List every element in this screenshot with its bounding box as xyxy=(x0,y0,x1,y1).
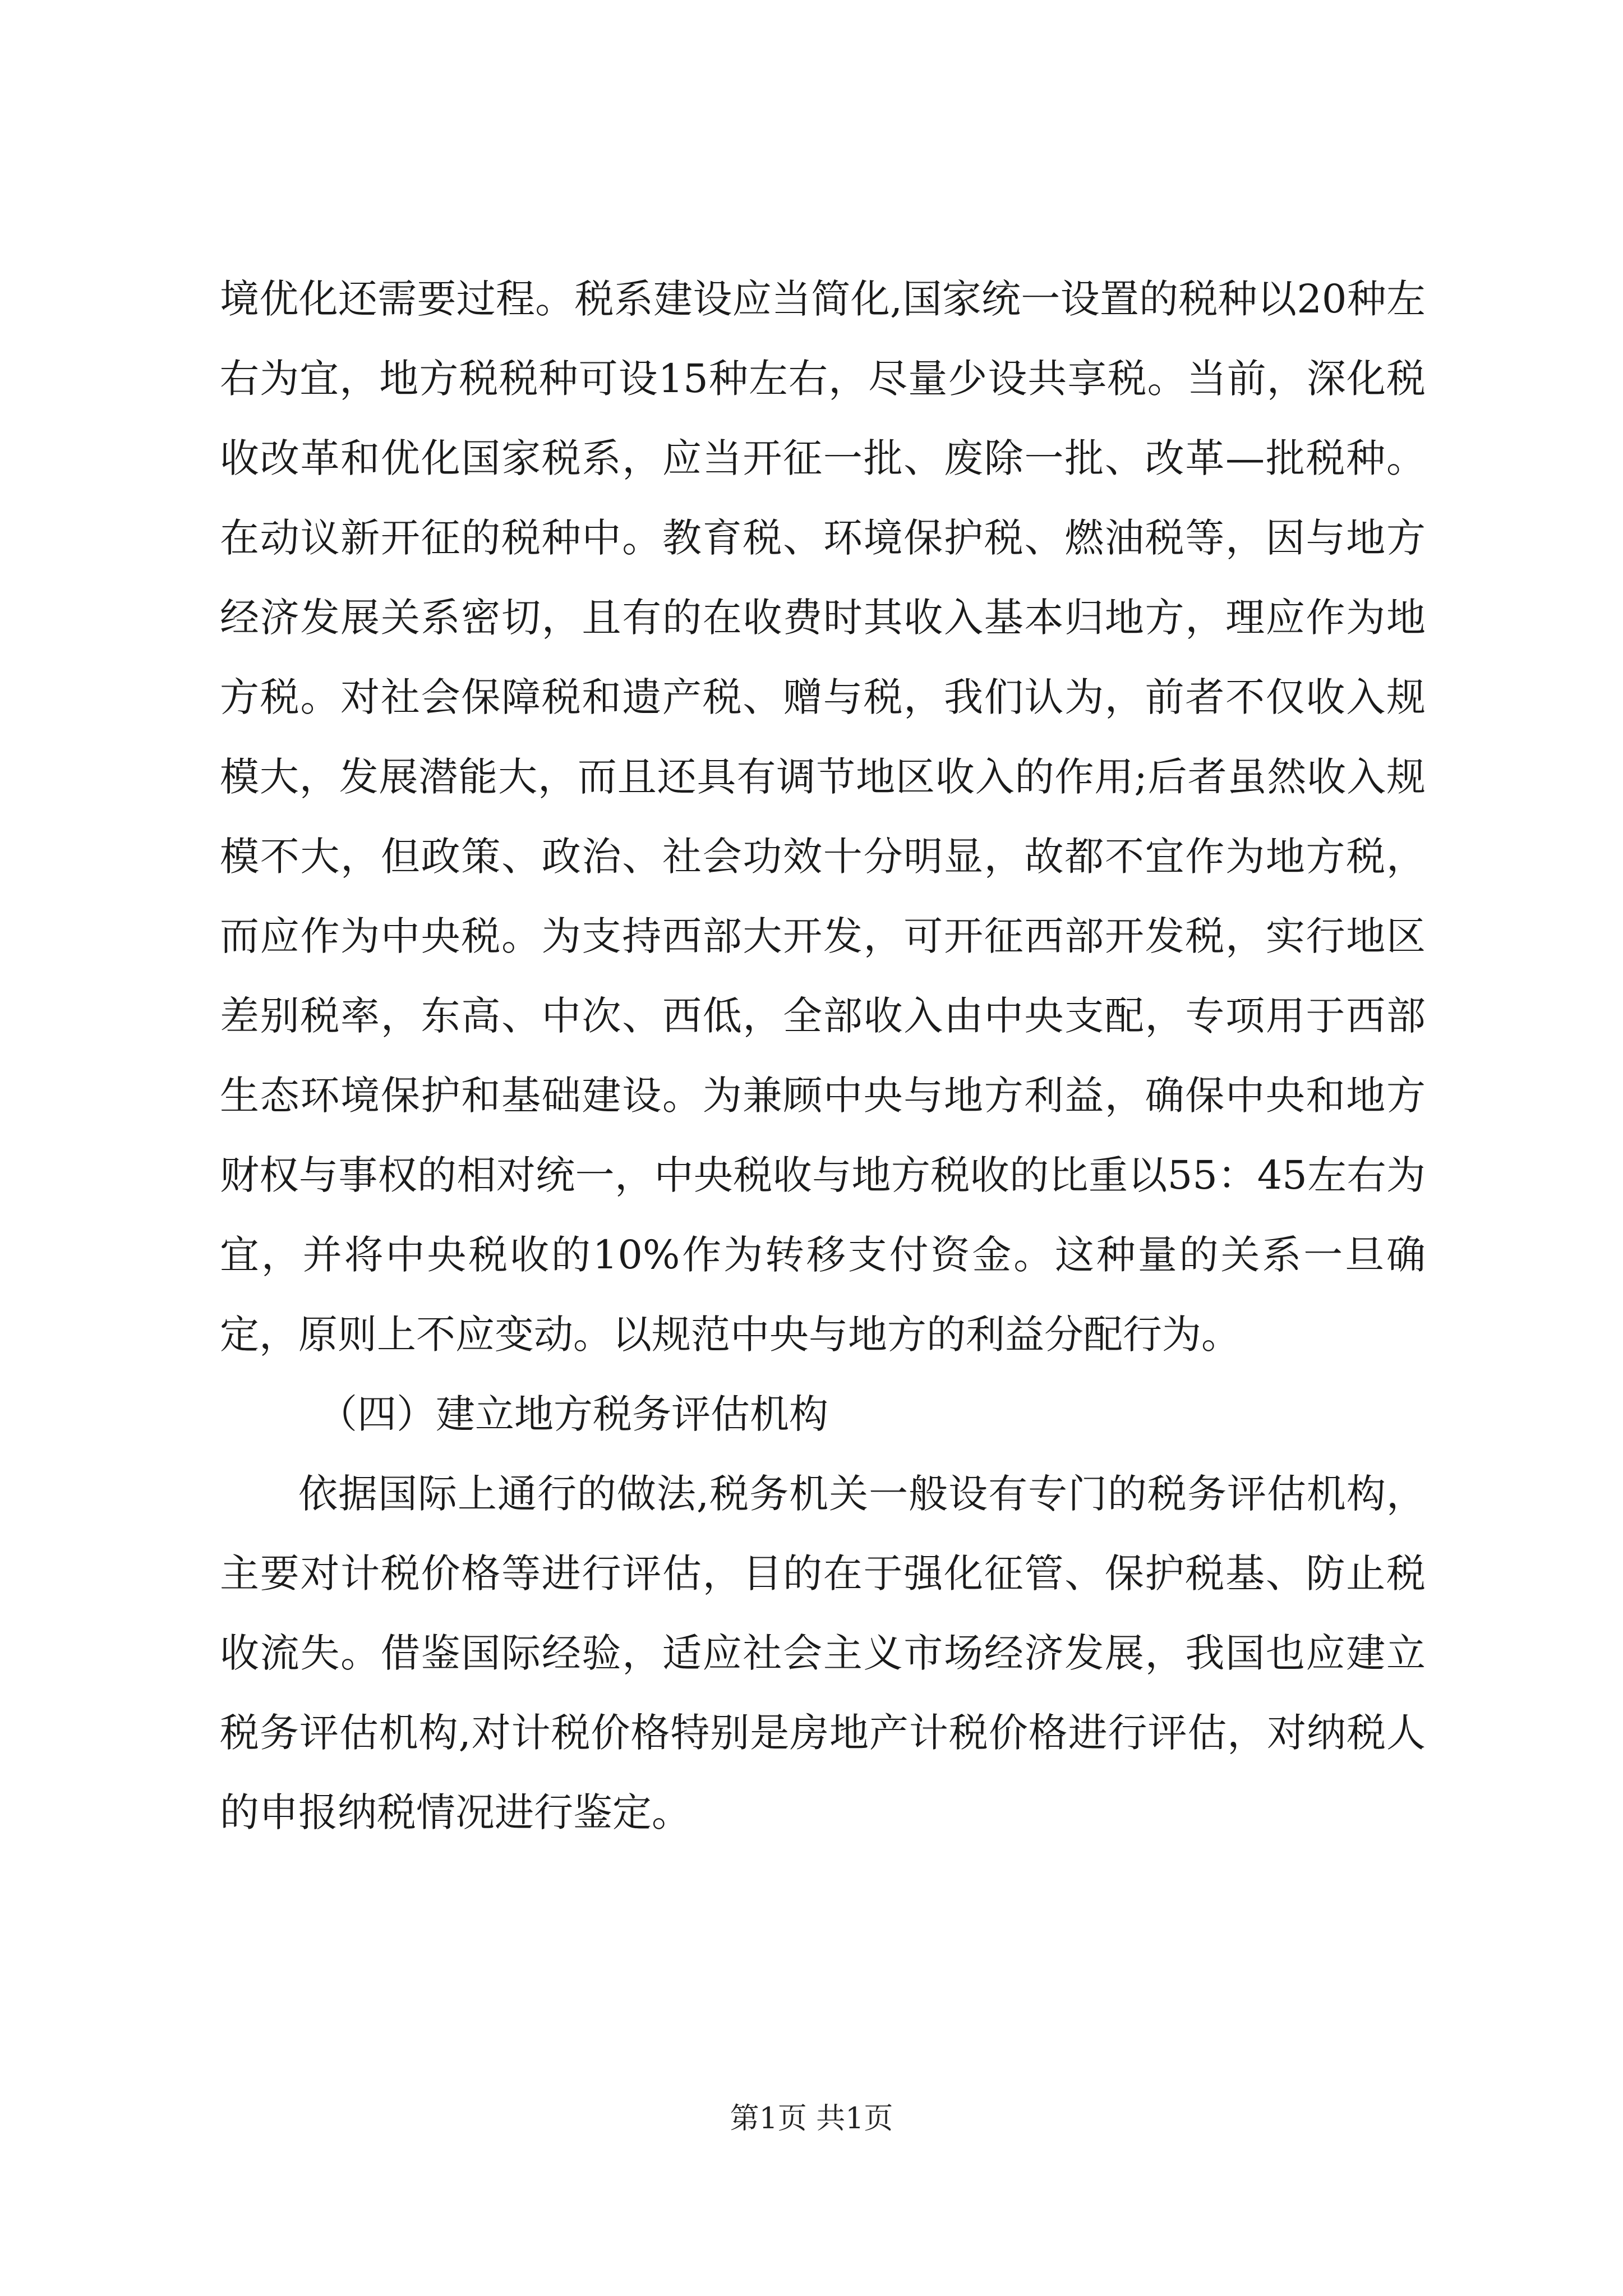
page-footer xyxy=(0,2099,1623,2138)
body-paragraph-2: 依据国际上通行的做法,税务机关一般设有专门的税务评估机构，主要对计税价格等进行评估，目的在于强化征管、保护税基、防止税收流失。借鉴国际经验，适应社会主义市场经济发展，我国也应建立税务评估机构,对计税价格特别是房地产计税价格进行评估，对纳税人的申报纳税情况进行鉴定。 xyxy=(220,1471,1426,1835)
page-number-text: 第1页 共1页 xyxy=(730,2102,893,2136)
section-heading: （四）建立地方税务评估机构 xyxy=(318,1391,828,1437)
document-body xyxy=(220,259,1426,1852)
body-paragraph-1: 境优化还需要过程。税系建设应当简化,国家统一设置的税种以20种左右为宜，地方税税种可设15种左右，尽量少设共享税。当前，深化税收改革和优化国家税系，应当开征一批、废除一批、改革—批税种。在动议新开征的税种中。教育税、环境保护税、燃油税等，因与地方经济发展关系密切，且有的在收费时其收入基本归地方，理应作为地方税。对社会保障税和遗产税、赠与税，我们认为，前者不仅收入规模大，发展潜能大，而且还具有调节地区收入的作用;后者虽然收入规模不大，但政策、政治、社会功效十分明显，故都不宜作为地方税，而应作为中央税。为支持西部大开发，可开征西部开发税，实行地区差别税率，东高、中次、西低，全部收入由中央支配，专项用于西部生态环境保护和基础建设。为兼顾中央与地方利益，确保中央和地方财权与事权的相对统一，中央税收与地方税收的比重以55：45左右为宜，并将中央税收的10%作为转移支付资金。这种量的关系一旦确定，原则上不应变动。以规范中央与地方的利益分配行为。 xyxy=(220,276,1426,1358)
